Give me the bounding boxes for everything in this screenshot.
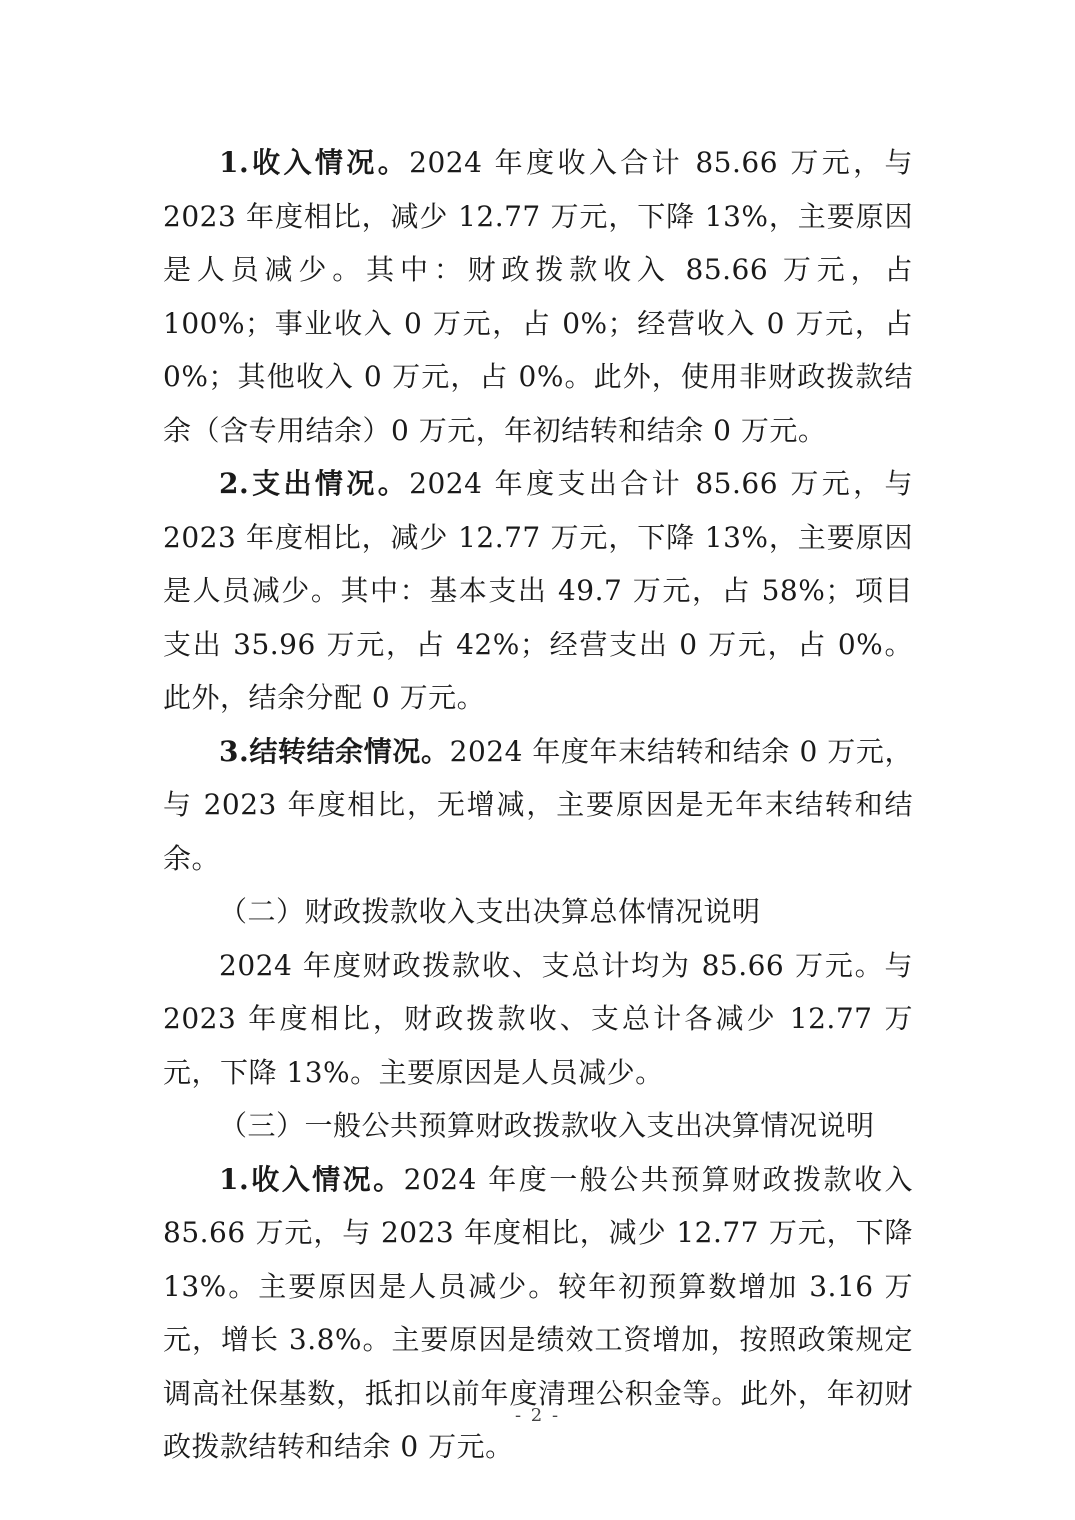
carryover-paragraph xyxy=(163,725,913,886)
document-body xyxy=(163,136,913,1474)
section-heading-3: （三）一般公共预算财政拨款收入支出决算情况说明 xyxy=(219,1109,875,1142)
carryover-text: 2024 年度年末结转和结余 0 万元，与 2023 年度相比，无增减，主要原因是无年末结转和结余。 xyxy=(163,734,913,875)
expense-lead: 2.支出情况。 xyxy=(219,467,410,500)
section-heading-2: （二）财政拨款收入支出决算总体情况说明 xyxy=(219,895,761,928)
carryover-lead: 3.结转结余情况。 xyxy=(219,734,450,768)
fiscal-total-paragraph xyxy=(163,939,913,1100)
expense-text: 2024 年度支出合计 85.66 万元，与 2023 年度相比，减少 12.77 万元，下降 13%，主要原因是人员减少。其中：基本支出 49.7 万元，占 58%；项目支出 35.96 万元，占 42%；经营支出 0 万元，占 0%。此外，结余分配 0 万元。 xyxy=(163,467,914,714)
general-budget-income-text: 2024 年度一般公共预算财政拨款收入 85.66 万元，与 2023 年度相比，减少 12.77 万元，下降 13%。主要原因是人员减少。较年初预算数增加 3.16 万元，增长 3.8%。主要原因是绩效工资增加，按照政策规定调高社保基数，抵扣以前年度清理公积金等。此外，年初财政拨款结转和结余 0 万元。 xyxy=(163,1162,913,1463)
income-lead: 1.收入情况。 xyxy=(219,146,410,179)
page-number: - 2 - xyxy=(514,1405,561,1426)
expense-paragraph xyxy=(163,457,913,725)
income-paragraph xyxy=(163,136,913,457)
general-budget-income-lead: 1.收入情况。 xyxy=(219,1162,404,1196)
fiscal-total-text: 2024 年度财政拨款收、支总计均为 85.66 万元。与 2023 年度相比，财政拨款收、支总计各减少 12.77 万元，下降 13%。主要原因是人员减少。 xyxy=(163,948,913,1089)
income-text: 2024 年度收入合计 85.66 万元，与 2023 年度相比，减少 12.77 万元，下降 13%，主要原因是人员减少。其中：财政拨款收入 85.66 万元，占 100%；事业收入 0 万元，占 0%；经营收入 0 万元，占 0%；其他收入 0 万元，占 0%。此外，使用非财政拨款结余（含专用结余）0 万元，年初结转和结余 0 万元。 xyxy=(163,146,914,447)
